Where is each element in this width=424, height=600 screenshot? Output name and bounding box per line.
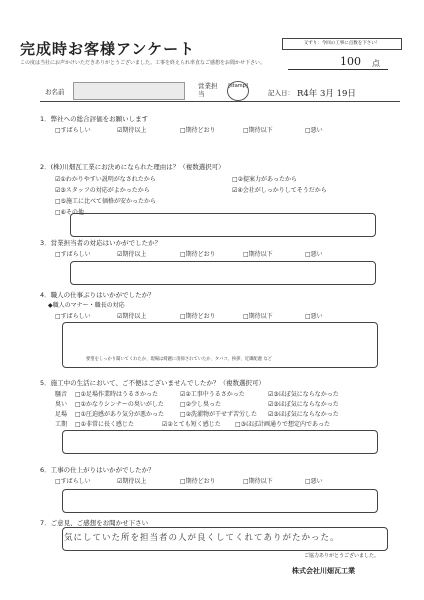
q1-opt-5[interactable]: □悪い bbox=[305, 127, 323, 134]
q2-opt-2[interactable]: □②提案力があったから bbox=[232, 176, 297, 183]
company-name: 株式会社川畑瓦工業 bbox=[292, 567, 355, 575]
q3-text: 3．営業担当者の対応はいかがでしたか？ bbox=[40, 239, 162, 247]
q6-opt-3[interactable]: □期待どおり bbox=[180, 478, 216, 485]
footer-thanks: ご協力ありがとうございました。 bbox=[304, 553, 380, 559]
q5-scaffold-opt-3[interactable]: ☑③ほぼ気にならなかった bbox=[268, 411, 339, 418]
q5-scaffold-opt-1[interactable]: □①圧迫感があり気分が悪かった bbox=[75, 411, 165, 418]
q4-opt-5[interactable]: □悪い bbox=[305, 313, 323, 320]
q5-smell-opt-3[interactable]: ☑③ほぼ気にならなかった bbox=[268, 401, 339, 408]
q6-opt-5[interactable]: □悪い bbox=[305, 478, 323, 485]
q3-opt-4[interactable]: □期待以下 bbox=[243, 251, 273, 258]
page-title: 完成時お客様アンケート bbox=[20, 40, 196, 58]
q2-opt-5[interactable]: □⑤施工に比べて価格が安かったから bbox=[55, 198, 157, 205]
q5-period-label: 工期 bbox=[55, 421, 68, 428]
q4-opt-4[interactable]: □期待以下 bbox=[243, 313, 273, 320]
q3-opt-5[interactable]: □悪い bbox=[305, 251, 323, 258]
q3-opt-3[interactable]: □期待どおり bbox=[180, 251, 216, 258]
q5-period-opt-3[interactable]: □③ほぼ計画通りで想定内であった bbox=[235, 421, 330, 428]
q5-smell-opt-2[interactable]: □②少し臭った bbox=[180, 401, 222, 408]
q4-subtitle: ◆職人のマナー・職長の対応 bbox=[48, 302, 125, 309]
q5-smell-opt-1[interactable]: □①かなりシンナーの臭いがした bbox=[75, 401, 164, 408]
q4-text: 4．職人の仕事ぶりはいかがでしたか？ bbox=[40, 291, 155, 299]
q3-opt-1[interactable]: □すばらしい bbox=[55, 251, 91, 258]
q6-text: 6．工事の仕上がりはいかがでしたか？ bbox=[40, 466, 155, 474]
date-label: 記入日： bbox=[268, 89, 294, 97]
q5-text: 5．施工中の生活において、ご不便はございませんでしたか？（複数選択可） bbox=[40, 379, 266, 387]
q5-noise-opt-2[interactable]: ☑②工事中うるさかった bbox=[180, 391, 245, 398]
q6-opt-1[interactable]: □すばらしい bbox=[55, 478, 91, 485]
q5-noise-opt-1[interactable]: □①足場作業時はうるさかった bbox=[75, 391, 159, 398]
q1-opt-2[interactable]: ☑期待以上 bbox=[117, 127, 147, 134]
q2-opt-1[interactable]: ☑①わかりやすい説明がなされたから bbox=[55, 176, 156, 183]
q4-opt-3[interactable]: □期待どおり bbox=[180, 313, 216, 320]
q1-text: 1．弊社への総合評価をお願いします bbox=[40, 115, 149, 123]
q2-opt-3[interactable]: ☑③スタッフの対応がよかったから bbox=[55, 187, 150, 194]
name-label: お名前 bbox=[45, 88, 65, 96]
q6-opt-2[interactable]: ☑期待以上 bbox=[117, 478, 147, 485]
score-value: 100 bbox=[340, 55, 361, 68]
rep-stamp: [stamp] bbox=[227, 81, 249, 101]
q5-comment-field[interactable] bbox=[62, 430, 378, 454]
rep-label: 営業担当 bbox=[198, 82, 218, 98]
intro-text: この度は当社にお声かけいただきありがとうございました。工事を終えられ率直なご感想をお聞かせ下さい。 bbox=[20, 60, 266, 66]
score-note: 又ずり：今回の工事に点数を下さい！ bbox=[282, 38, 402, 50]
q4-opt-1[interactable]: □すばらしい bbox=[55, 313, 91, 320]
date-value: R4年 3月 19日 bbox=[297, 89, 356, 99]
q6-comment-field[interactable] bbox=[62, 489, 378, 513]
q5-scaffold-opt-2[interactable]: □②洗濯物が干せず苦労した bbox=[180, 411, 258, 418]
q5-scaffold-label: 足場 bbox=[55, 411, 68, 418]
q2-opt-6[interactable]: □⑥その他 bbox=[55, 209, 85, 216]
q5-smell-label: 臭い bbox=[55, 401, 68, 408]
q2-opt-4[interactable]: ☑④会社がしっかりしてそうだから bbox=[232, 187, 327, 194]
q5-period-opt-2[interactable]: ☑②とても短く感じた bbox=[162, 421, 221, 428]
q7-text: 7．ご意見、ご感想をお聞かせ下さい bbox=[40, 519, 149, 527]
name-field[interactable] bbox=[73, 82, 185, 100]
q1-opt-1[interactable]: □すばらしい bbox=[55, 127, 91, 134]
q3-opt-2[interactable]: ☑期待以上 bbox=[117, 251, 147, 258]
score-unit: 点 bbox=[372, 59, 380, 68]
q4-opt-2[interactable]: ☑期待以上 bbox=[117, 313, 147, 320]
q7-handwriting: 気にしていた所を担当者の人が良くしてくれてありがたかった。 bbox=[64, 533, 340, 543]
header-divider bbox=[40, 101, 400, 102]
q4-hint: 要望をしっかり聞いてくれたか、現場は綺麗に清掃されていたか、タバコ、挨拶、近隣配慮 など bbox=[86, 357, 272, 362]
q6-opt-4[interactable]: □期待以下 bbox=[243, 478, 273, 485]
q3-comment-field[interactable] bbox=[70, 261, 376, 285]
score-underline bbox=[288, 69, 388, 70]
q5-noise-opt-3[interactable]: ☑③ほぼ気にならなかった bbox=[268, 391, 339, 398]
q2-text: 2．(株)川畑瓦工業にお決めになられた理由は？（複数選択可） bbox=[40, 163, 225, 171]
q1-opt-4[interactable]: □期待以下 bbox=[243, 127, 273, 134]
q5-period-opt-1[interactable]: □①非常に長く感じた bbox=[75, 421, 135, 428]
q5-noise-label: 騒音 bbox=[55, 391, 68, 398]
q1-opt-3[interactable]: □期待どおり bbox=[180, 127, 216, 134]
q2-other-field[interactable] bbox=[70, 213, 376, 237]
